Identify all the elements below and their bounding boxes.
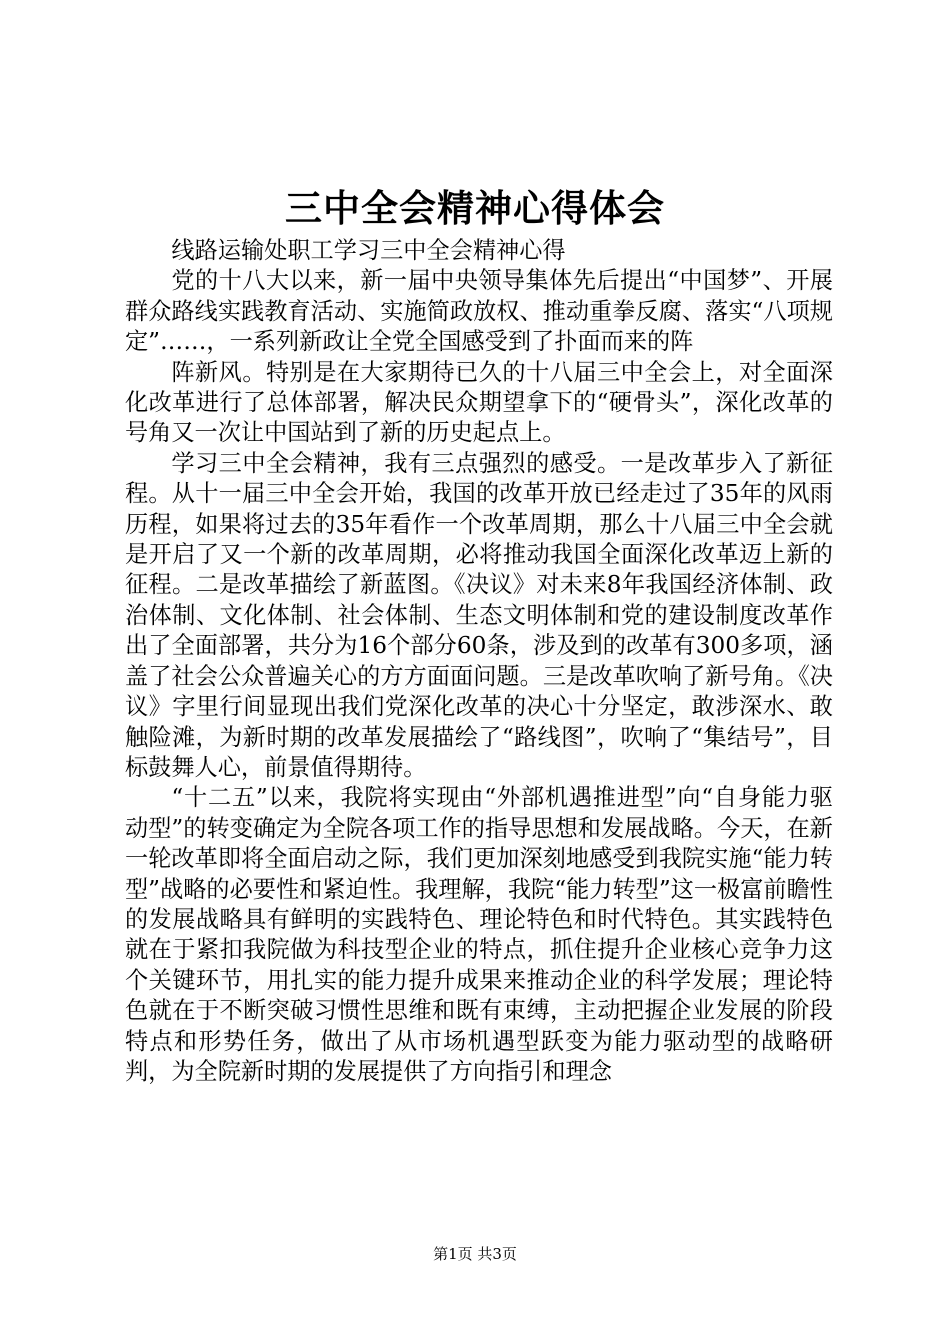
document-title: 三中全会精神心得体会 bbox=[285, 186, 665, 230]
paragraph-2: 阵新风。特别是在大家期待已久的十八届三中全会上，对全面深化改革进行了总体部署，解决民众期望拿下的“硬骨头”，深化改革的号角又一次让中国站到了新的历史起点上。 bbox=[125, 358, 833, 447]
paragraph-subtitle: 线路运输处职工学习三中全会精神心得 bbox=[171, 237, 566, 264]
paragraph-1: 党的十八大以来，新一届中央领导集体先后提出“中国梦”、开展群众路线实践教育活动、实施简政放权、推动重拳反腐、落实“八项规定”……，一系列新政让全党全国感受到了扑面而来的阵 bbox=[125, 267, 833, 356]
page-number-footer: 第1页 共3页 bbox=[433, 1245, 517, 1263]
paragraph-3: 学习三中全会精神，我有三点强烈的感受。一是改革步入了新征程。从十一届三中全会开始，我国的改革开放已经走过了35年的风雨历程，如果将过去的35年看作一个改革周期，那么十八届三中全会就是开启了又一个新的改革周期，必将推动我国全面深化改革迈上新的征程。二是改革描绘了新蓝图。《决议》对未来8年我国经济体制、政治体制、文化体制、社会体制、生态文明体制和党的建设制度改革作出了全面部署，共分为16个部分60条，涉及到的改革有300多项，涵盖了社会公众普遍关心的方方面面问题。三是改革吹响了新号角。《决议》字里行间显现出我们党深化改革的决心十分坚定，敢涉深水、敢触险滩，为新时期的改革发展描绘了“路线图”，吹响了“集结号”，目标鼓舞人心，前景值得期待。 bbox=[125, 449, 833, 781]
document-body bbox=[125, 236, 833, 1087]
paragraph-4: “十二五”以来，我院将实现由“外部机遇推进型”向“自身能力驱动型”的转变确定为全院各项工作的指导思想和发展战略。今天，在新一轮改革即将全面启动之际，我们更加深刻地感受到我院实施“能力转型”战略的必要性和紧迫性。我理解，我院“能力转型”这一极富前瞻性的发展战略具有鲜明的实践特色、理论特色和时代特色。其实践特色就在于紧扣我院做为科技型企业的特点，抓住提升企业核心竞争力这个关键环节，用扎实的能力提升成果来推动企业的科学发展；理论特色就在于不断突破习惯性思维和既有束缚，主动把握企业发展的阶段特点和形势任务，做出了从市场机遇型跃变为能力驱动型的战略研判，为全院新时期的发展提供了方向指引和理念 bbox=[125, 784, 833, 1085]
